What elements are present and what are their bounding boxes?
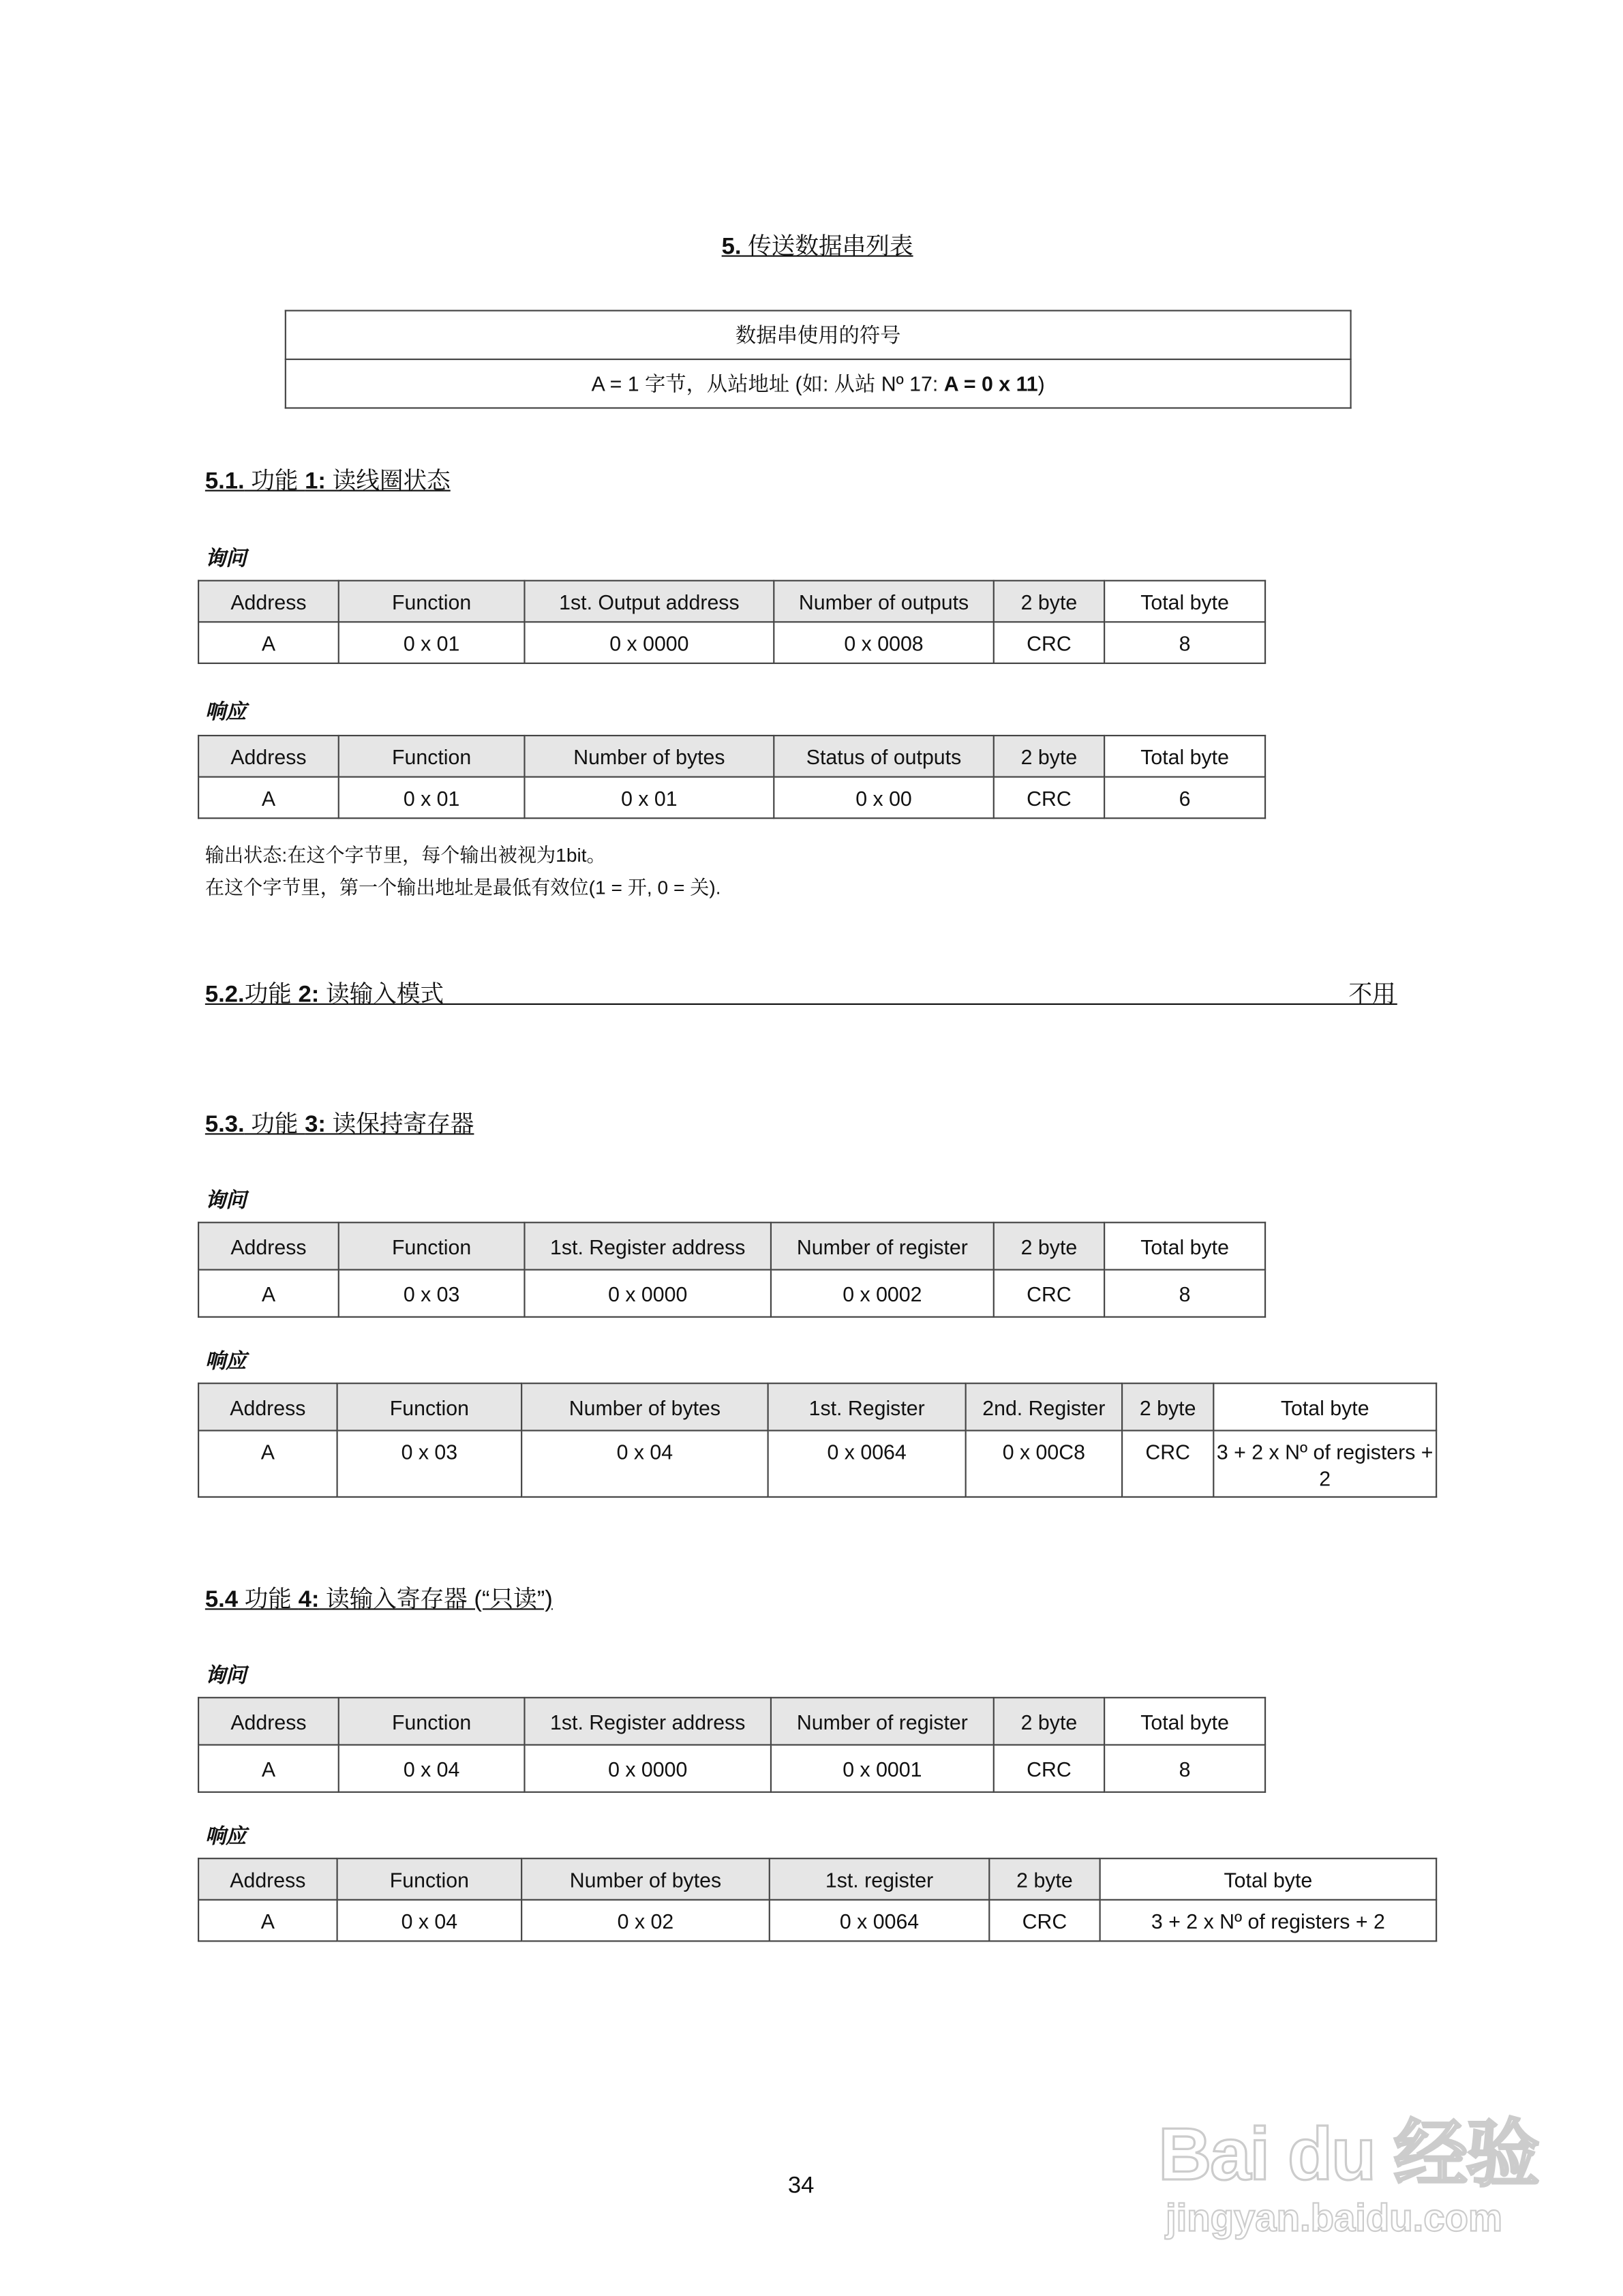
table-cell: A	[198, 622, 339, 663]
table-cell: A	[198, 1745, 339, 1792]
table-cell: CRC	[994, 1270, 1104, 1317]
table-fn3-response	[198, 1383, 1437, 1498]
section-5-2-underline	[205, 1003, 1397, 1005]
column-header: Total byte	[1104, 1222, 1265, 1269]
section-5-2-heading: 5.2.功能 2: 读输入模式	[204, 982, 444, 1008]
column-header: Total byte	[1100, 1858, 1437, 1900]
table-cell: 0 x 01	[339, 777, 525, 819]
response-label: 响应	[204, 1824, 247, 1847]
table-cell: A	[198, 1900, 337, 1942]
table-cell: A	[198, 777, 339, 819]
response-label: 响应	[204, 1348, 247, 1372]
table-row	[198, 1270, 1265, 1317]
table-cell: 0 x 01	[339, 622, 525, 663]
symbols-table	[285, 310, 1352, 409]
table-fn3-query	[198, 1222, 1266, 1318]
column-header: Address	[198, 1383, 337, 1430]
table-cell: CRC	[994, 622, 1104, 663]
column-header: Number of register	[771, 1222, 994, 1269]
title-text: 传送数据串列表	[741, 235, 913, 260]
symbols-header: 数据串使用的符号	[286, 311, 1351, 359]
column-header: Number of bytes	[521, 1383, 768, 1430]
baidu-watermark-logo: Bai du 经验	[1158, 2113, 1538, 2196]
column-header: 2 byte	[1122, 1383, 1213, 1430]
table-fn1-response	[198, 735, 1266, 819]
column-header: 2 byte	[994, 736, 1104, 777]
table-cell: 0 x 0064	[768, 1430, 966, 1496]
column-header: Number of register	[771, 1697, 994, 1744]
table-cell: CRC	[994, 1745, 1104, 1792]
table-row	[198, 622, 1265, 663]
table-fn4-query	[198, 1697, 1266, 1793]
table-row	[198, 1745, 1265, 1792]
table-fn1-query	[198, 580, 1266, 664]
column-header: Total byte	[1104, 581, 1265, 622]
column-header: Function	[337, 1858, 522, 1900]
table-cell: 0 x 02	[521, 1900, 770, 1942]
column-header: Status of outputs	[774, 736, 994, 777]
section-5-2-status: 不用	[1348, 982, 1396, 1008]
query-label: 询问	[204, 1188, 247, 1212]
column-header: 2 byte	[994, 1222, 1104, 1269]
table-cell: A	[198, 1430, 337, 1496]
table-cell: CRC	[989, 1900, 1099, 1942]
table-cell: 0 x 04	[521, 1430, 768, 1496]
column-header: Function	[339, 1697, 525, 1744]
section-5-4-heading: 5.4 功能 4: 读输入寄存器 (“只读”)	[204, 1588, 553, 1613]
column-header: 1st. register	[770, 1858, 990, 1900]
query-label: 询问	[204, 545, 247, 570]
table-row	[198, 1900, 1436, 1942]
title-number: 5.	[721, 235, 742, 260]
table-header-row	[198, 581, 1265, 622]
section-5-1-heading: 5.1. 功能 1: 读线圈状态	[204, 469, 451, 495]
table-row	[198, 1430, 1436, 1496]
table-cell: 6	[1104, 777, 1265, 819]
table-cell: 0 x 0008	[774, 622, 994, 663]
column-header: Address	[198, 736, 339, 777]
symbol-example: A = 0 x 11	[943, 372, 1038, 396]
table-fn4-response	[198, 1858, 1437, 1942]
page-title	[0, 227, 1623, 261]
table-header-row	[198, 1222, 1265, 1269]
column-header: 2 byte	[994, 1697, 1104, 1744]
column-header: Address	[198, 1697, 339, 1744]
column-header: Number of outputs	[774, 581, 994, 622]
table-cell: 0 x 0064	[770, 1900, 990, 1942]
table-cell: 0 x 0001	[771, 1745, 994, 1792]
symbols-row	[286, 359, 1351, 408]
column-header: 1st. Register address	[524, 1697, 770, 1744]
column-header: 2 byte	[989, 1858, 1099, 1900]
table-cell: 8	[1104, 622, 1265, 663]
table-cell: 0 x 00C8	[966, 1430, 1122, 1496]
table-header-row	[198, 1858, 1436, 1900]
table-cell: 0 x 0000	[524, 1745, 770, 1792]
column-header: Function	[339, 1222, 525, 1269]
column-header: 1st. Output address	[524, 581, 774, 622]
column-header: Function	[337, 1383, 522, 1430]
column-header: 1st. Register address	[524, 1222, 770, 1269]
table-cell: 0 x 03	[339, 1270, 525, 1317]
symbol-close: )	[1037, 372, 1045, 396]
column-header: 2 byte	[994, 581, 1104, 622]
column-header: Address	[198, 1858, 337, 1900]
column-header: Function	[339, 736, 525, 777]
table-header-row	[198, 736, 1265, 777]
table-cell: 0 x 00	[774, 777, 994, 819]
query-label: 询问	[204, 1663, 247, 1687]
table-cell: A	[198, 1270, 339, 1317]
column-header: Number of bytes	[524, 736, 774, 777]
table-cell: 3 + 2 x Nº of registers + 2	[1213, 1430, 1436, 1496]
table-cell: CRC	[1122, 1430, 1213, 1496]
section-5-3-heading: 5.3. 功能 3: 读保持寄存器	[204, 1113, 474, 1138]
table-cell: 0 x 0000	[524, 622, 774, 663]
baidu-watermark-url: jingyan.baidu.com	[1165, 2195, 1503, 2240]
table-cell: 0 x 01	[524, 777, 774, 819]
column-header: Address	[198, 581, 339, 622]
column-header: Total byte	[1104, 736, 1265, 777]
table-cell: 0 x 0000	[524, 1270, 770, 1317]
table-header-row	[198, 1697, 1265, 1744]
note-line-2: 在这个字节里，第一个输出地址是最低有效位(1 = 开, 0 = 关).	[204, 876, 721, 899]
table-cell: 0 x 03	[337, 1430, 522, 1496]
note-line-1: 输出状态:在这个字节里，每个输出被视为1bit。	[204, 844, 606, 866]
table-cell: 3 + 2 x Nº of registers + 2	[1100, 1900, 1437, 1942]
table-cell: 8	[1104, 1270, 1265, 1317]
table-cell: 0 x 04	[337, 1900, 522, 1942]
table-cell: 0 x 0002	[771, 1270, 994, 1317]
table-header-row	[198, 1383, 1436, 1430]
column-header: Total byte	[1104, 1697, 1265, 1744]
response-label: 响应	[204, 699, 247, 723]
table-cell: 0 x 04	[339, 1745, 525, 1792]
table-cell: 8	[1104, 1745, 1265, 1792]
column-header: 1st. Register	[768, 1383, 966, 1430]
column-header: Number of bytes	[521, 1858, 770, 1900]
table-cell: CRC	[994, 777, 1104, 819]
page-number: 34	[787, 2173, 815, 2199]
column-header: Total byte	[1213, 1383, 1436, 1430]
column-header: 2nd. Register	[966, 1383, 1122, 1430]
column-header: Address	[198, 1222, 339, 1269]
symbol-desc: A = 1 字节，从站地址 (如: 从站 Nº 17:	[591, 372, 944, 396]
table-row	[198, 777, 1265, 819]
column-header: Function	[339, 581, 525, 622]
